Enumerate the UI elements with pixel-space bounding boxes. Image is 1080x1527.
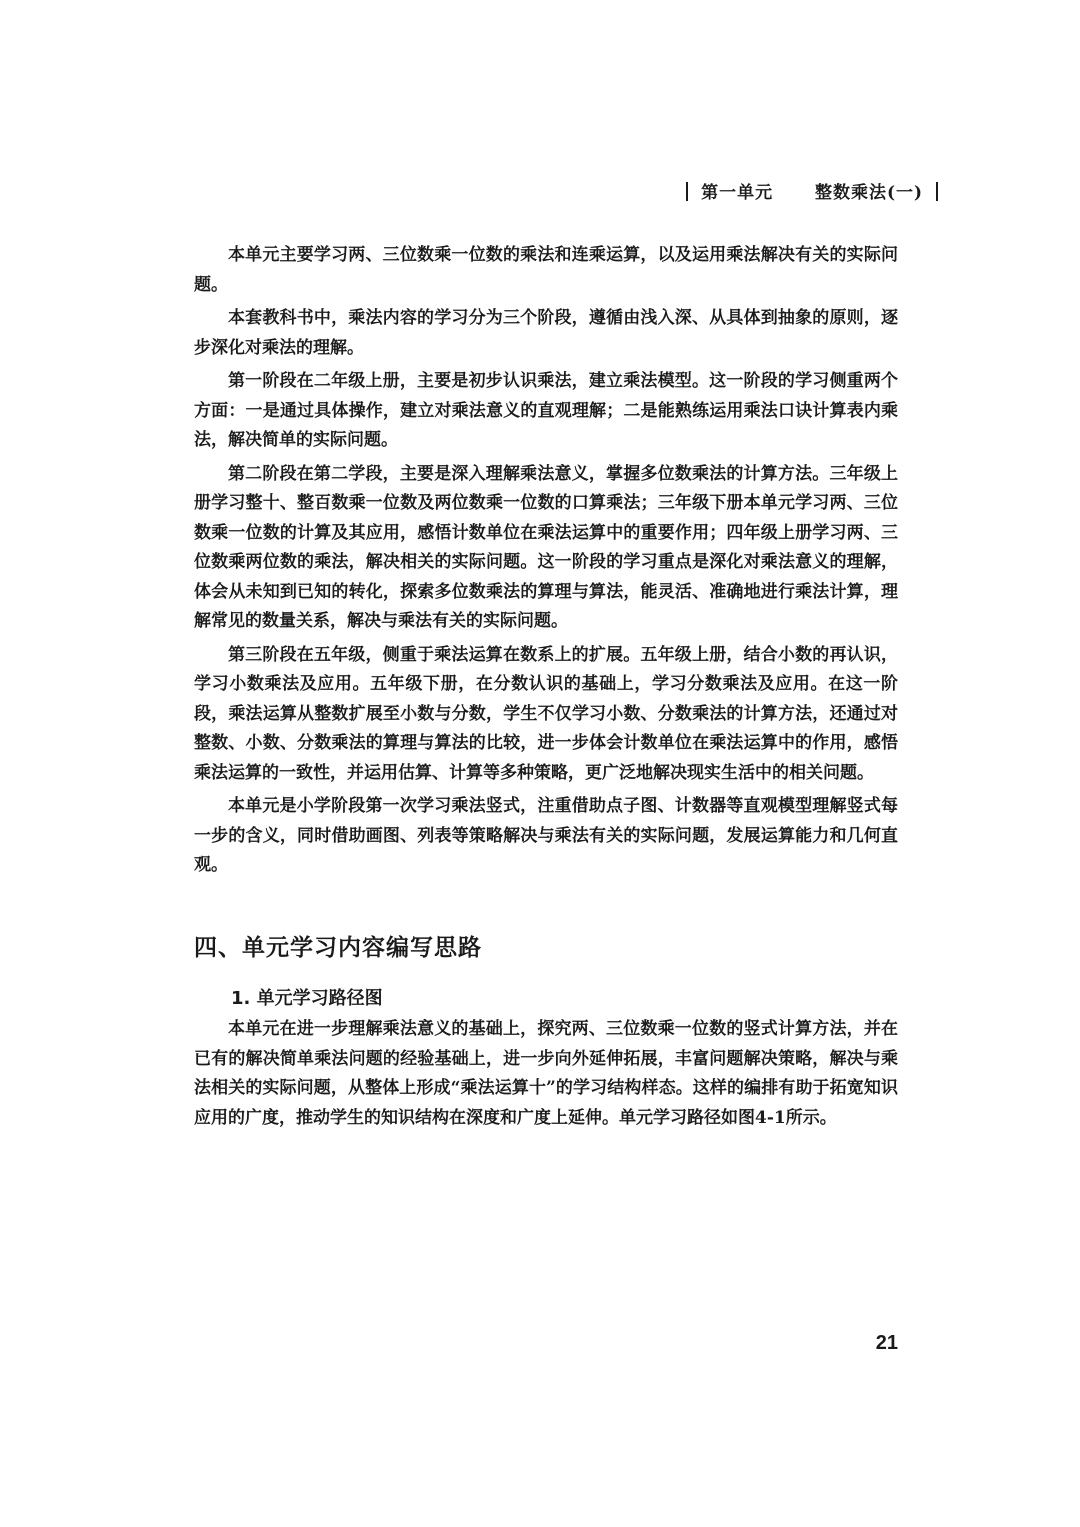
- sub-heading: 1. 单元学习路径图: [231, 988, 383, 1009]
- section-heading: 四、单元学习内容编写思路: [194, 935, 482, 961]
- header-topic: 整数乘法(一): [814, 183, 924, 203]
- paragraph: 本套教科书中，乘法内容的学习分为三个阶段，遵循由浅入深、从具体到抽象的原则，逐步深化对乘法的理解。: [194, 308, 898, 358]
- page-number: 21: [875, 1332, 898, 1354]
- body-text: [194, 241, 898, 885]
- paragraph: 本单元主要学习两、三位数乘一位数的乘法和连乘运算，以及运用乘法解决有关的实际问题。: [194, 245, 898, 295]
- running-header: [686, 178, 938, 203]
- paragraph: 本单元在进一步理解乘法意义的基础上，探究两、三位数乘一位数的竖式计算方法，并在已有的解决简单乘法问题的经验基础上，进一步向外延伸拓展，丰富问题解决策略，解决与乘法相关的实际问题，从整体上形成“乘法运算十”的学习结构样态。这样的编排有助于拓宽知识应用的广度，推动学生的知识结构在深度和广度上延伸。单元学习路径如图4-1所示。: [194, 1019, 898, 1128]
- paragraph: 第一阶段在二年级上册，主要是初步认识乘法，建立乘法模型。这一阶段的学习侧重两个方面：一是通过具体操作，建立对乘法意义的直观理解；二是能熟练运用乘法口诀计算表内乘法，解决简单的实际问题。: [194, 371, 898, 450]
- header-unit: 第一单元: [701, 183, 774, 203]
- header-right-bar: [936, 182, 938, 201]
- paragraph: 第三阶段在五年级，侧重于乘法运算在数系上的扩展。五年级上册，结合小数的再认识，学习小数乘法及应用。五年级下册，在分数认识的基础上，学习分数乘法及应用。在这一阶段，乘法运算从整数扩展至小数与分数，学生不仅学习小数、分数乘法的计算方法，还通过对整数、小数、分数乘法的算理与算法的比较，进一步体会计数单位在乘法运算中的作用，感悟乘法运算的一致性，并运用估算、计算等多种策略，更广泛地解决现实生活中的相关问题。: [194, 644, 898, 783]
- paragraph: 第二阶段在第二学段，主要是深入理解乘法意义，掌握多位数乘法的计算方法。三年级上册学习整十、整百数乘一位数及两位数乘一位数的口算乘法；三年级下册本单元学习两、三位数乘一位数的计算及其应用，感悟计数单位在乘法运算中的重要作用；四年级上册学习两、三位数乘两位数的乘法，解决相关的实际问题。这一阶段的学习重点是深化对乘法意义的理解，体会从未知到已知的转化，探索多位数乘法的算理与算法，能灵活、准确地进行乘法计算，理解常见的数量关系，解决与乘法有关的实际问题。: [194, 463, 898, 631]
- section-text: [194, 1015, 898, 1137]
- paragraph: 本单元是小学阶段第一次学习乘法竖式，注重借助点子图、计数器等直观模型理解竖式每一步的含义，同时借助画图、列表等策略解决与乘法有关的实际问题，发展运算能力和几何直观。: [194, 796, 898, 875]
- header-left-bar: [686, 182, 688, 201]
